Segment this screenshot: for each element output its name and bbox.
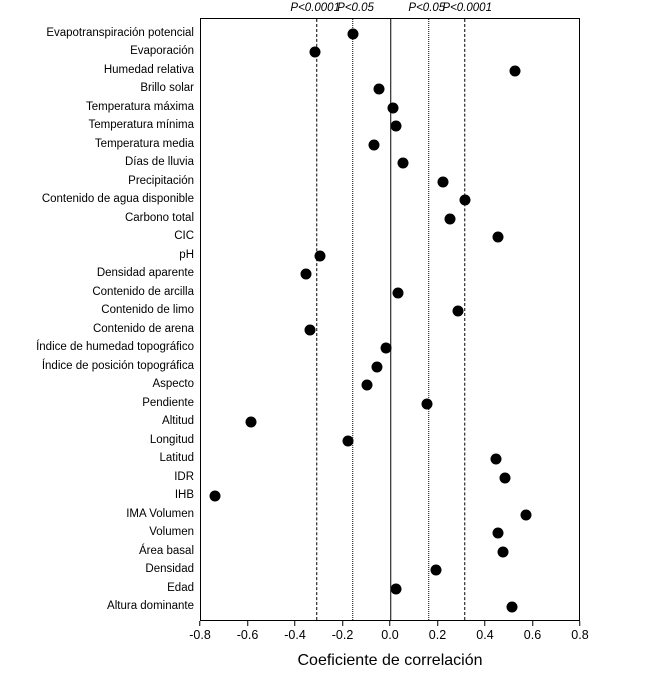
data-point — [521, 509, 532, 520]
data-point — [490, 454, 501, 465]
category-label: Temperatura media — [94, 137, 194, 150]
category-label: Precipitación — [128, 174, 194, 187]
data-point — [343, 435, 354, 446]
data-point — [210, 491, 221, 502]
category-label: Temperatura máxima — [85, 100, 194, 113]
data-point — [374, 84, 385, 95]
x-tick — [437, 621, 438, 626]
x-tick-label: -0.4 — [284, 628, 306, 642]
data-point — [431, 565, 442, 576]
category-label: Humedad relativa — [103, 63, 194, 76]
reference-line-0 — [317, 19, 318, 620]
category-label: IDR — [174, 470, 194, 483]
category-label: Días de lluvia — [124, 156, 194, 169]
x-axis — [189, 621, 589, 651]
category-label: Índice de posición topográfica — [41, 359, 194, 372]
data-point — [507, 602, 518, 613]
data-point — [497, 546, 508, 557]
x-axis-title: Coeficiente de correlación — [297, 652, 483, 669]
data-point — [381, 343, 392, 354]
data-point — [421, 398, 432, 409]
p-value-label: P<0.05 — [337, 2, 374, 14]
data-point — [397, 158, 408, 169]
x-tick — [294, 621, 295, 626]
x-tick — [199, 621, 200, 626]
data-point — [438, 176, 449, 187]
data-point — [369, 139, 380, 150]
x-tick-label: 0.2 — [428, 628, 447, 642]
x-tick-label: 0.4 — [476, 628, 494, 642]
data-point — [500, 472, 511, 483]
category-label: Contenido de arena — [92, 322, 194, 335]
category-label: Brillo solar — [140, 82, 194, 95]
category-label: Contenido de arcilla — [92, 285, 194, 298]
data-point — [300, 269, 311, 280]
category-label: CIC — [174, 230, 194, 243]
category-label: IHB — [174, 489, 194, 502]
data-point — [445, 213, 456, 224]
data-point — [310, 47, 321, 58]
p-value-label: P<0.0001 — [442, 2, 492, 14]
x-tick-label: -0.6 — [236, 628, 259, 642]
category-label: Carbono total — [124, 211, 194, 224]
data-point — [393, 287, 404, 298]
x-tick — [247, 621, 248, 626]
p-value-annotations — [200, 0, 580, 18]
category-axis-labels — [0, 18, 194, 621]
x-tick — [389, 621, 390, 626]
category-label: Aspecto — [152, 378, 194, 391]
category-label: Índice de humedad topográfico — [36, 341, 194, 354]
reference-line-3 — [428, 19, 429, 620]
x-tick-label: 0.8 — [571, 628, 589, 642]
category-label: Altura dominante — [107, 600, 194, 613]
category-label: Densidad — [145, 563, 194, 576]
x-tick — [484, 621, 485, 626]
plot-area — [200, 18, 580, 621]
category-label: Longitud — [149, 433, 194, 446]
category-label: Latitud — [159, 452, 194, 465]
data-point — [492, 528, 503, 539]
data-point — [492, 232, 503, 243]
reference-line-4 — [464, 19, 465, 620]
x-tick — [579, 621, 580, 626]
category-label: pH — [179, 248, 194, 261]
x-tick-label: -0.2 — [331, 628, 354, 642]
data-point — [362, 380, 373, 391]
category-label: Evapotranspiración potencial — [46, 26, 194, 39]
category-label: Contenido de limo — [101, 304, 194, 317]
p-value-label: P<0.0001 — [290, 2, 340, 14]
data-point — [388, 102, 399, 113]
data-point — [390, 583, 401, 594]
data-point — [459, 195, 470, 206]
category-label: IMA Volumen — [126, 507, 194, 520]
category-label: Temperatura mínima — [88, 119, 194, 132]
data-point — [452, 306, 463, 317]
category-label: Densidad aparente — [96, 267, 194, 280]
category-label: Área basal — [139, 544, 194, 557]
x-tick-label: 0.6 — [523, 628, 542, 642]
category-label: Volumen — [149, 526, 194, 539]
data-point — [390, 121, 401, 132]
data-point — [245, 417, 256, 428]
category-label: Contenido de agua disponible — [41, 193, 194, 206]
p-value-label: P<0.05 — [408, 2, 446, 14]
category-label: Edad — [167, 581, 194, 594]
data-point — [509, 65, 520, 76]
x-tick-label: -0.8 — [189, 628, 211, 642]
category-label: Evaporación — [130, 45, 194, 58]
category-label: Pendiente — [142, 396, 194, 409]
category-label: Altitud — [162, 415, 194, 428]
data-point — [348, 28, 359, 39]
x-tick — [342, 621, 343, 626]
data-point — [371, 361, 382, 372]
x-tick-label: 0.0 — [381, 628, 399, 642]
reference-line-1 — [352, 19, 353, 620]
data-point — [314, 250, 325, 261]
data-point — [305, 324, 316, 335]
x-tick — [532, 621, 533, 626]
